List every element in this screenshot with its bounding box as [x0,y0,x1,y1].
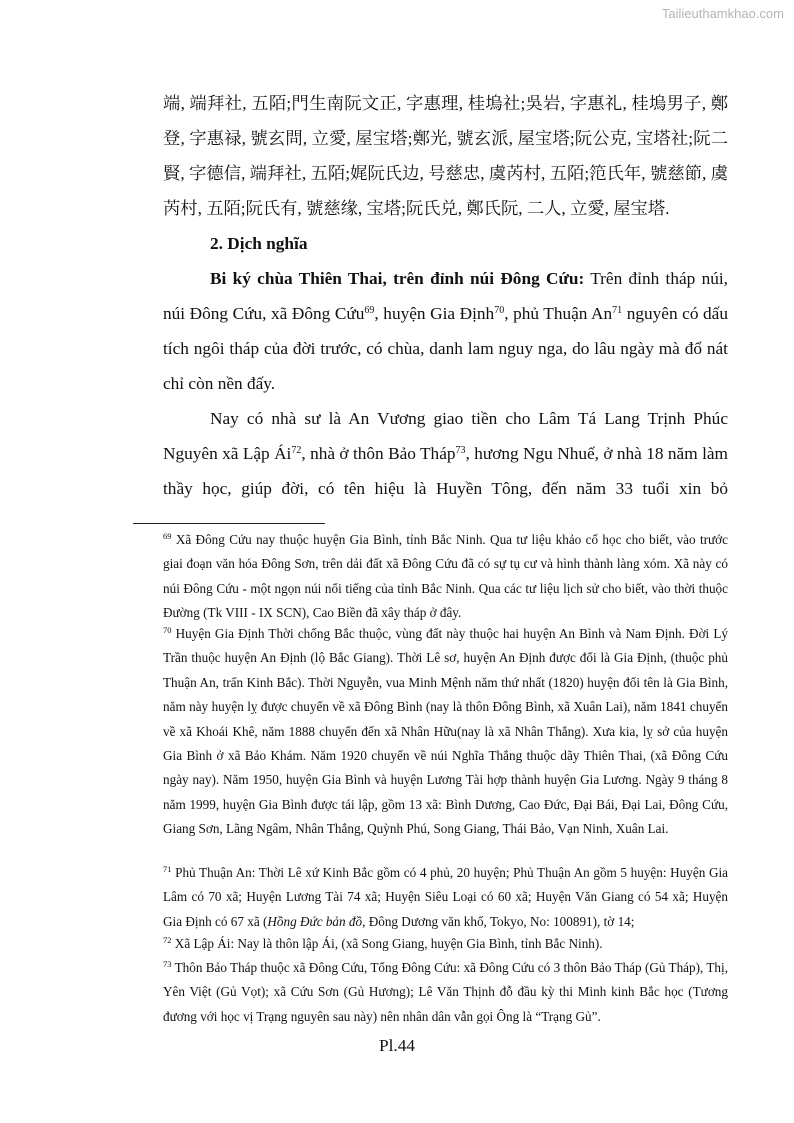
footnote-71 [163,861,728,934]
footnote-69 [163,528,728,626]
footnote-text: Huyện Gia Định Thời chống Bắc thuộc, vùng đất này thuộc hai huyện An Bình và Nam Định. Đời Lý Trần thuộc huyện An Định (lộ Bắc Giang). Thời Lê sơ, huyện An Định được đổi là Gia Định, (thuộc phủ Thuận An, trấn Kinh Bắc). Thời Nguyễn, vua Minh Mệnh năm thứ nhất (1820) huyện đổi tên là Gia Bình, năm này huyện lỵ được chuyển về xã Đông Bình (nay là thôn Đông Bình, xã Xuân Lai), năm 1841 chuyển về xã Khoái Khê, năm 1888 chuyển đến xã Nhân Hữu(nay là xã Nhân Thắng). Xưa kia, lỵ sở của huyện Gia Bình ở xã Bảo Khám. Năm 1920 chuyển về núi Nghĩa Thắng thuộc dãy Thiên Thai, (xã Đông Cứu ngày nay). Năm 1950, huyện Gia Bình và huyện Lương Tài hợp thành huyện Gia Lương. Ngày 9 tháng 8 năm 1999, huyện Gia Bình được tái lập, gồm 13 xã: Bình Dương, Cao Đức, Đại Bái, Đại Lai, Đông Cứu, Giang Sơn, Lãng Ngâm, Nhân Thắng, Quỳnh Phú, Song Giang, Thái Bảo, Vạn Ninh, Xuân Lai. [163,626,728,837]
footnote-ref[interactable]: 72 [291,445,302,456]
watermark: Tailieuthamkhao.com [661,6,784,21]
text: Trên đỉnh tháp núi, núi Đông Cứu, xã Đông Cứu [163,269,728,323]
footnote-text: Phủ Thuận An: Thời Lê xứ Kinh Bắc gồm có 4 phủ, 20 huyện; Phủ Thuận An gồm 5 huyện: Huyện Gia Lâm có 70 xã; Huyện Lương Tài 74 xã; Huyện Siêu Loại có 60 xã; Huyện Văn Giang có 54 xã; Huyện Gia Định có 67 xã ( [163,865,728,929]
paragraph-1 [163,261,728,401]
section-heading: 2. Dịch nghĩa [210,234,308,253]
footnote-text: Xã Đông Cứu nay thuộc huyện Gia Bình, tỉnh Bắc Ninh. Qua tư liệu khảo cổ học cho biết, vào trước giai đoạn văn hóa Đông Sơn, trên dải đất xã Đông Cứu đã có sự tụ cư và hình thành làng xóm. Xã này có núi Đông Cứu - một ngọn núi nổi tiếng của tỉnh Bắc Ninh. Qua các tư liệu lịch sử cho biết, vào thời thuộc Đường (Tk VIII - IX SCN), Cao Biền đã xây tháp ở đây. [163,532,728,621]
footnote-ref[interactable]: 71 [612,305,623,316]
footnote-number: 73 [163,959,172,969]
footnote-separator [133,523,325,524]
text: , hương Ngu Nhuế, ở nhà 18 năm làm thầy học, giúp đời, có tên hiệu là Huyền Tông, đến năm 33 tuổi xin bỏ [163,444,728,498]
page-number: Pl.44 [378,1036,415,1055]
paragraph-lead: Bi ký chùa Thiên Thai, trên đỉnh núi Đông Cứu: [210,269,585,288]
chinese-text: 端, 端拜社, 五陌;門生南阮文正, 字惠理, 桂塢社;吳岩, 字惠礼, 桂塢男子, 鄭登, 字惠禄, 號玄問, 立愛, 屋宝塔;鄭光, 號玄派, 屋宝塔;阮公克, 宝塔社;阮二賢, 字德信, 端拜社, 五陌;娓阮氏边, 号慈忠, 虞芮村, 五陌;笵氏年, 號慈節, 虞芮村, 五陌;阮氏有, 號慈缘, 宝塔;阮氏兑, 鄭氏阮, 二人, 立愛, 屋宝塔. [163,94,728,218]
footnote-number: 72 [163,935,172,945]
text: , nhà ở thôn Bảo Tháp [301,444,456,463]
footnote-text: , Đông Dương văn khố, Tokyo, No: 100891), tờ 14; [362,913,635,929]
text: nguyên có dấu tích ngôi tháp của đời trước, có chùa, danh lam nguy nga, do lâu ngày mà đổ nát chỉ còn nền đấy. [163,304,728,393]
footnote-ref[interactable]: 69 [364,305,375,316]
text: , phủ Thuận An [504,304,613,323]
footnote-number: 71 [163,864,172,874]
footnote-text: Xã Lập Ái: Nay là thôn lập Ái, (xã Song Giang, huyện Gia Bình, tỉnh Bắc Ninh). [171,936,603,951]
main-body [163,86,728,506]
footnote-number: 70 [163,625,172,635]
text: Nay có nhà sư là An Vương giao tiền cho Lâm Tá Lang Trịnh Phúc Nguyên xã Lập Ái [163,409,728,463]
footnote-ref[interactable]: 73 [455,445,466,456]
footnote-70 [163,622,728,842]
footnote-73 [163,956,728,1029]
footnote-72 [163,932,728,956]
text: , huyện Gia Định [374,304,495,323]
footnote-number: 69 [163,531,172,541]
footnote-ref[interactable]: 70 [494,305,505,316]
footnote-text: Thôn Bảo Tháp thuộc xã Đông Cứu, Tổng Đông Cứu: xã Đông Cứu có 3 thôn Bảo Tháp (Gủ Tháp), Thị, Yên Việt (Gủ Vọt); xã Cứu Sơn (Gủ Hương); Lê Văn Thịnh đỗ đầu kỳ thi Minh kinh Bắc học (Tương đương với học vị Trạng nguyên sau này) nên nhân dân vẫn gọi Ông là “Trạng Gủ”. [163,960,728,1024]
paragraph-2 [163,401,728,506]
footnote-italic: Hồng Đức bản đồ [267,913,363,929]
